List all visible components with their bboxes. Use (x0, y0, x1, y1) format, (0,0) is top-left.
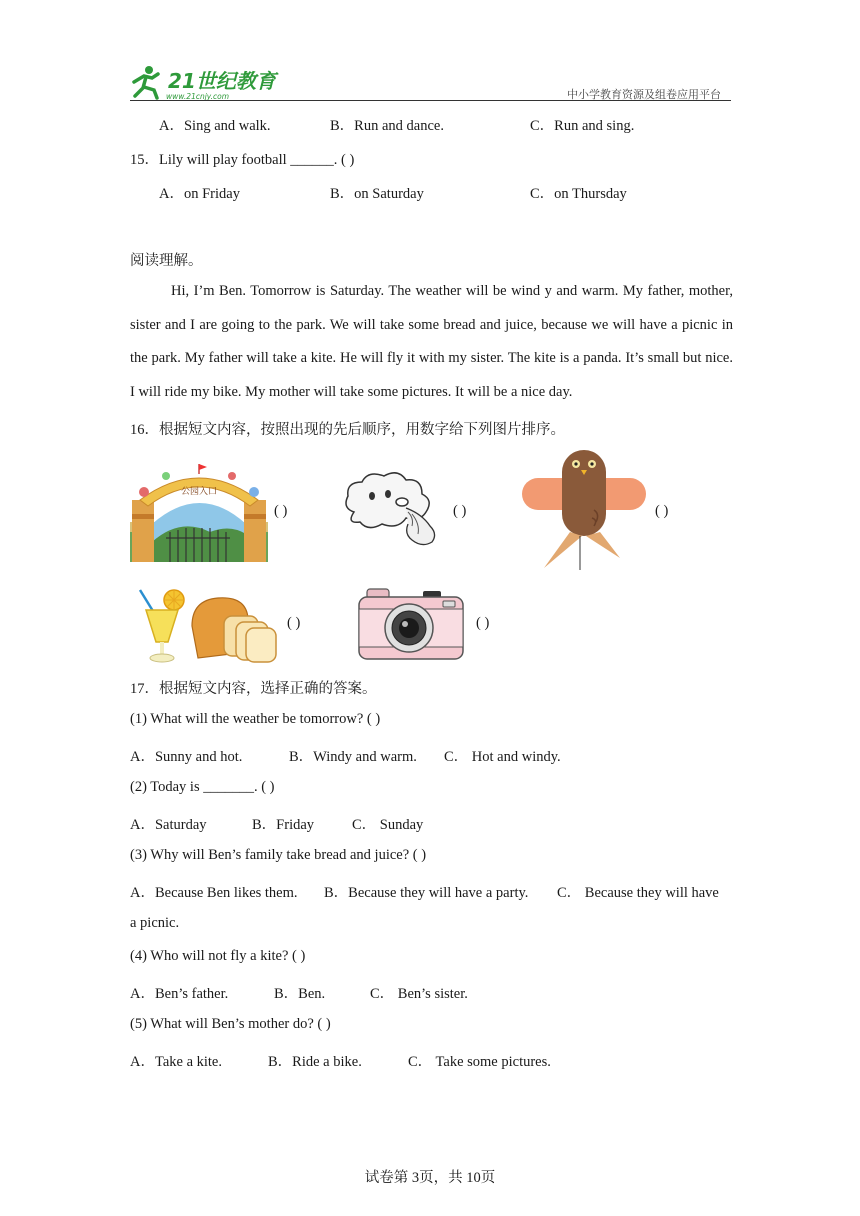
q17-3-option-b: B．Because they will have a party. (324, 885, 529, 901)
answer-blank-3[interactable]: ( ) (655, 503, 669, 519)
q17-3-option-c-continued: a picnic. (130, 915, 180, 931)
q14-option-b: B．Run and dance. (330, 118, 444, 134)
q17-1-option-a: A．Sunny and hot. (130, 749, 243, 765)
svg-text:21世纪教育: 21世纪教育 (168, 69, 276, 93)
kite-picture (520, 446, 648, 575)
answer-blank-4[interactable]: ( ) (287, 615, 301, 631)
q17-2-question: (2) Today is _______. ( ) (130, 779, 275, 795)
q17-3-option-c: C． Because they will have (557, 885, 719, 901)
q17-2-option-c: C． Sunday (352, 817, 424, 833)
q14-option-c: C．Run and sing. (530, 118, 635, 134)
q16-stem: 16．根据短文内容，按照出现的先后顺序，用数字给下列图片排序。 (130, 422, 565, 438)
q17-4-option-a: A．Ben’s father. (130, 986, 229, 1002)
q17-5-option-b: B．Ride a bike. (268, 1054, 362, 1070)
q17-3-question: (3) Why will Ben’s family take bread and juice? ( ) (130, 847, 427, 863)
q17-4-question: (4) Who will not fly a kite? ( ) (130, 948, 306, 964)
page-footer: 试卷第 3页，共 10页 (364, 1170, 496, 1186)
q17-4-option-b: B．Ben. (274, 986, 326, 1002)
q17-5-option-c: C． Take some pictures. (408, 1054, 551, 1070)
q15-stem: 15．Lily will play football ______. ( ) (130, 152, 355, 168)
q17-3-option-a: A．Because Ben likes them. (130, 885, 298, 901)
q17-2-option-b: B．Friday (252, 817, 315, 833)
reading-passage: Hi, I’m Ben. Tomorrow is Saturday. The weather will be wind y and warm. My father, mother, sister and I are going to the park. We will take some bread and juice, because we will have a picnic in the park. My father will take a kite. He will fly it with my sister. The kite is a panda. It’s small but nice. I will ride my bike. My mother will take some pictures. It will be a nice day. (130, 283, 733, 400)
header-platform-text: 中小学教育资源及组卷应用平台 (567, 88, 721, 101)
reading-heading: 阅读理解。 (130, 253, 203, 269)
site-logo (130, 62, 280, 102)
header-divider (130, 100, 731, 101)
q17-4-option-c: C． Ben’s sister. (370, 986, 468, 1002)
svg-text:公园入口: 公园入口 (180, 487, 218, 497)
wind-cloud-picture (342, 468, 442, 555)
answer-blank-5[interactable]: ( ) (476, 615, 490, 631)
q14-option-a: A．Sing and walk. (159, 118, 271, 134)
q15-option-a: A．on Friday (159, 186, 240, 202)
camera-picture (357, 587, 465, 666)
answer-blank-2[interactable]: ( ) (453, 503, 467, 519)
runner-icon (134, 66, 158, 98)
q17-5-option-a: A．Take a kite. (130, 1054, 222, 1070)
q17-1-question: (1) What will the weather be tomorrow? ( ) (130, 711, 381, 727)
park-gate-picture (130, 462, 268, 567)
q17-5-question: (5) What will Ben’s mother do? ( ) (130, 1016, 331, 1032)
q17-1-option-c: C． Hot and windy. (444, 749, 561, 765)
juice-and-bread-picture (134, 586, 280, 669)
svg-text:www.21cnjy.com: www.21cnjy.com (166, 92, 230, 101)
q17-1-option-b: B．Windy and warm. (289, 749, 417, 765)
q15-option-b: B．on Saturday (330, 186, 424, 202)
q17-2-option-a: A．Saturday (130, 817, 207, 833)
answer-blank-1[interactable]: ( ) (274, 503, 288, 519)
q17-stem: 17．根据短文内容，选择正确的答案。 (130, 681, 377, 697)
q15-option-c: C．on Thursday (530, 186, 627, 202)
